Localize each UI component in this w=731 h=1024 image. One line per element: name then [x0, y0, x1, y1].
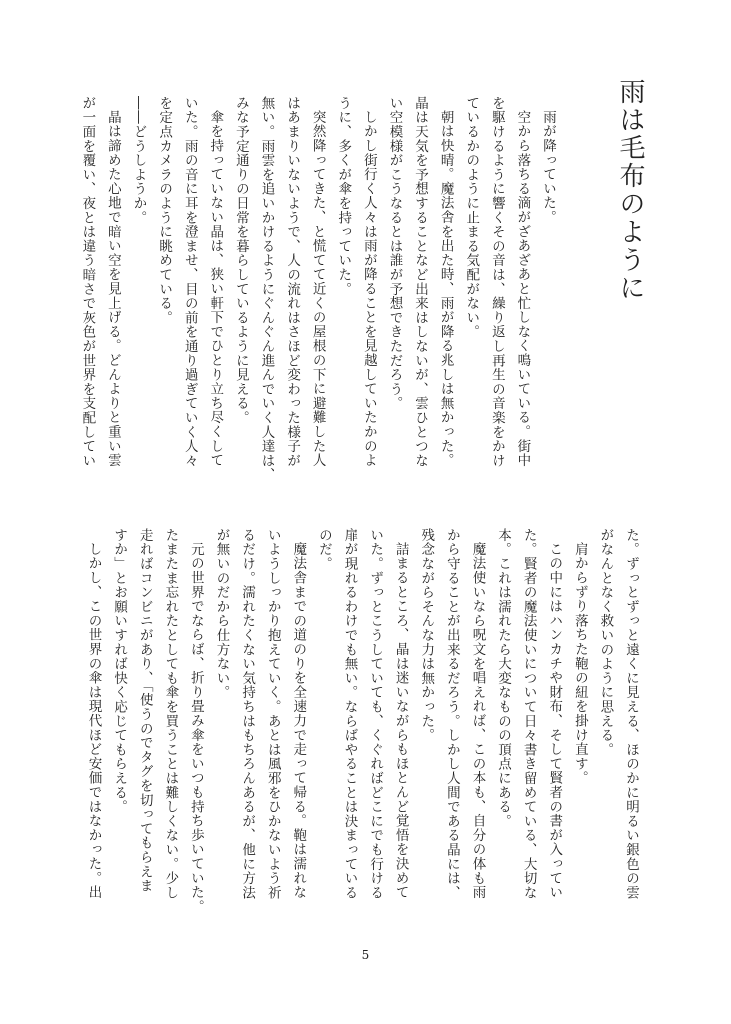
- text-line: いようしっかり抱えていく。あとは風邪をひかないよう祈: [264, 528, 281, 900]
- text-line: を駆けるように響くその音は、繰り返し再生の音楽をかけ: [488, 96, 505, 468]
- text-line: ているかのように止まる気配がない。: [463, 96, 480, 340]
- text-line: うに、多くが傘を持っていた。: [335, 96, 352, 297]
- text-line: いた。雨の音に耳を澄ませ、目の前を通り過ぎていく人々: [181, 96, 198, 468]
- text-line: 残念ながらそんな力は無かった。: [418, 528, 435, 743]
- text-line: はあまりいないようで、人の流れはさほど変わった様子が: [284, 96, 301, 468]
- text-line: 空から落ちる滴がざあざあと忙しなく鳴いている。街中: [514, 109, 531, 467]
- text-line: 朝は快晴。魔法舎を出た時、雨が降る兆しは無かった。: [437, 109, 454, 467]
- text-line: 傘を持っていない晶は、狭い軒下でひとり立ち尽くして: [207, 109, 224, 467]
- text-line: い空模様がこうなるとは誰が予想できただろう。: [386, 96, 403, 411]
- text-line: た。ずっとずっと遠くに見える、ほのかに明るい銀色の雲: [623, 528, 639, 900]
- text-line: たまたま忘れたとしても傘を買うことは難しくない。少し: [162, 528, 179, 900]
- text-line: ――どうしようか。: [130, 96, 147, 225]
- story-title: 雨は毛布のように: [615, 78, 645, 302]
- text-line: た。賢者の魔法使いについて日々書き留めている、大切な: [520, 528, 537, 900]
- text-line: この中にはハンカチや財布、そして賢者の書が入ってい: [546, 541, 563, 899]
- text-line: 魔法舎までの道のりを全速力で走って帰る。鞄は濡れな: [290, 541, 307, 899]
- text-line: みな予定通りの日常を暮らしているように見える。: [232, 96, 249, 425]
- text-line: を定点カメラのように眺めている。: [156, 96, 173, 325]
- text-line: すか」とお願いすれば快く応じてもらえる。: [111, 528, 128, 814]
- text-line: しかし街行く人々は雨が降ることを見越していたかのよ: [360, 109, 377, 467]
- text-line: が無いのだから仕方ない。: [213, 528, 230, 700]
- text-line: 本。これは濡れたら大変なものの頂点にある。: [495, 528, 512, 829]
- text-line: しかし、この世界の傘は現代ほど安価ではなかった。出: [85, 541, 102, 899]
- text-line: 突然降ってきた、と慌てて近くの屋根の下に避難した人: [309, 109, 326, 467]
- lower-text-block: [80, 528, 643, 928]
- text-line: いた。ずっとこうしていても、くぐればどこにでも行ける: [367, 528, 384, 900]
- text-line: が一面を覆い、夜とは違う暗さで灰色が世界を支配してい: [79, 96, 96, 468]
- text-line: 走ればコンビニがあり、「使うのでタグを切ってもらえま: [136, 528, 153, 894]
- page-number: 5: [361, 948, 370, 962]
- text-line: 晶は諦めた心地で暗い空を見上げる。どんよりと重い雲: [104, 109, 121, 467]
- text-line: がなんとなく救いのように思える。: [597, 528, 614, 757]
- text-line: のだ。: [315, 528, 332, 571]
- text-line: 元の世界でならば、折り畳み傘をいつも持ち歩いていた。: [187, 541, 204, 914]
- text-line: るだけ。濡れたくない気持ちはもちろんあるが、他に方法: [239, 528, 256, 900]
- text-line: 詰まるところ、晶は迷いながらもほとんど覚悟を決めて: [392, 541, 409, 899]
- text-line: 扉が現れるわけでも無い。ならばやることは決まっている: [341, 528, 358, 900]
- text-line: 雨が降っていた。: [540, 109, 556, 224]
- text-line: 無い。雨雲を追いかけるようにぐんぐん進んでいく人達は、: [258, 96, 275, 483]
- text-line: 肩からずり落ちた鞄の紐を掛け直す。: [571, 541, 588, 785]
- text-line: から守ることが出来るだろう。しかし人間である晶には、: [443, 528, 460, 900]
- upper-text-block: [74, 96, 560, 496]
- text-line: 晶は天気を予想することなど出来はしないが、雲ひとつな: [412, 96, 429, 468]
- text-line: 魔法使いなら呪文を唱えれば、この本も、自分の体も雨: [469, 541, 486, 899]
